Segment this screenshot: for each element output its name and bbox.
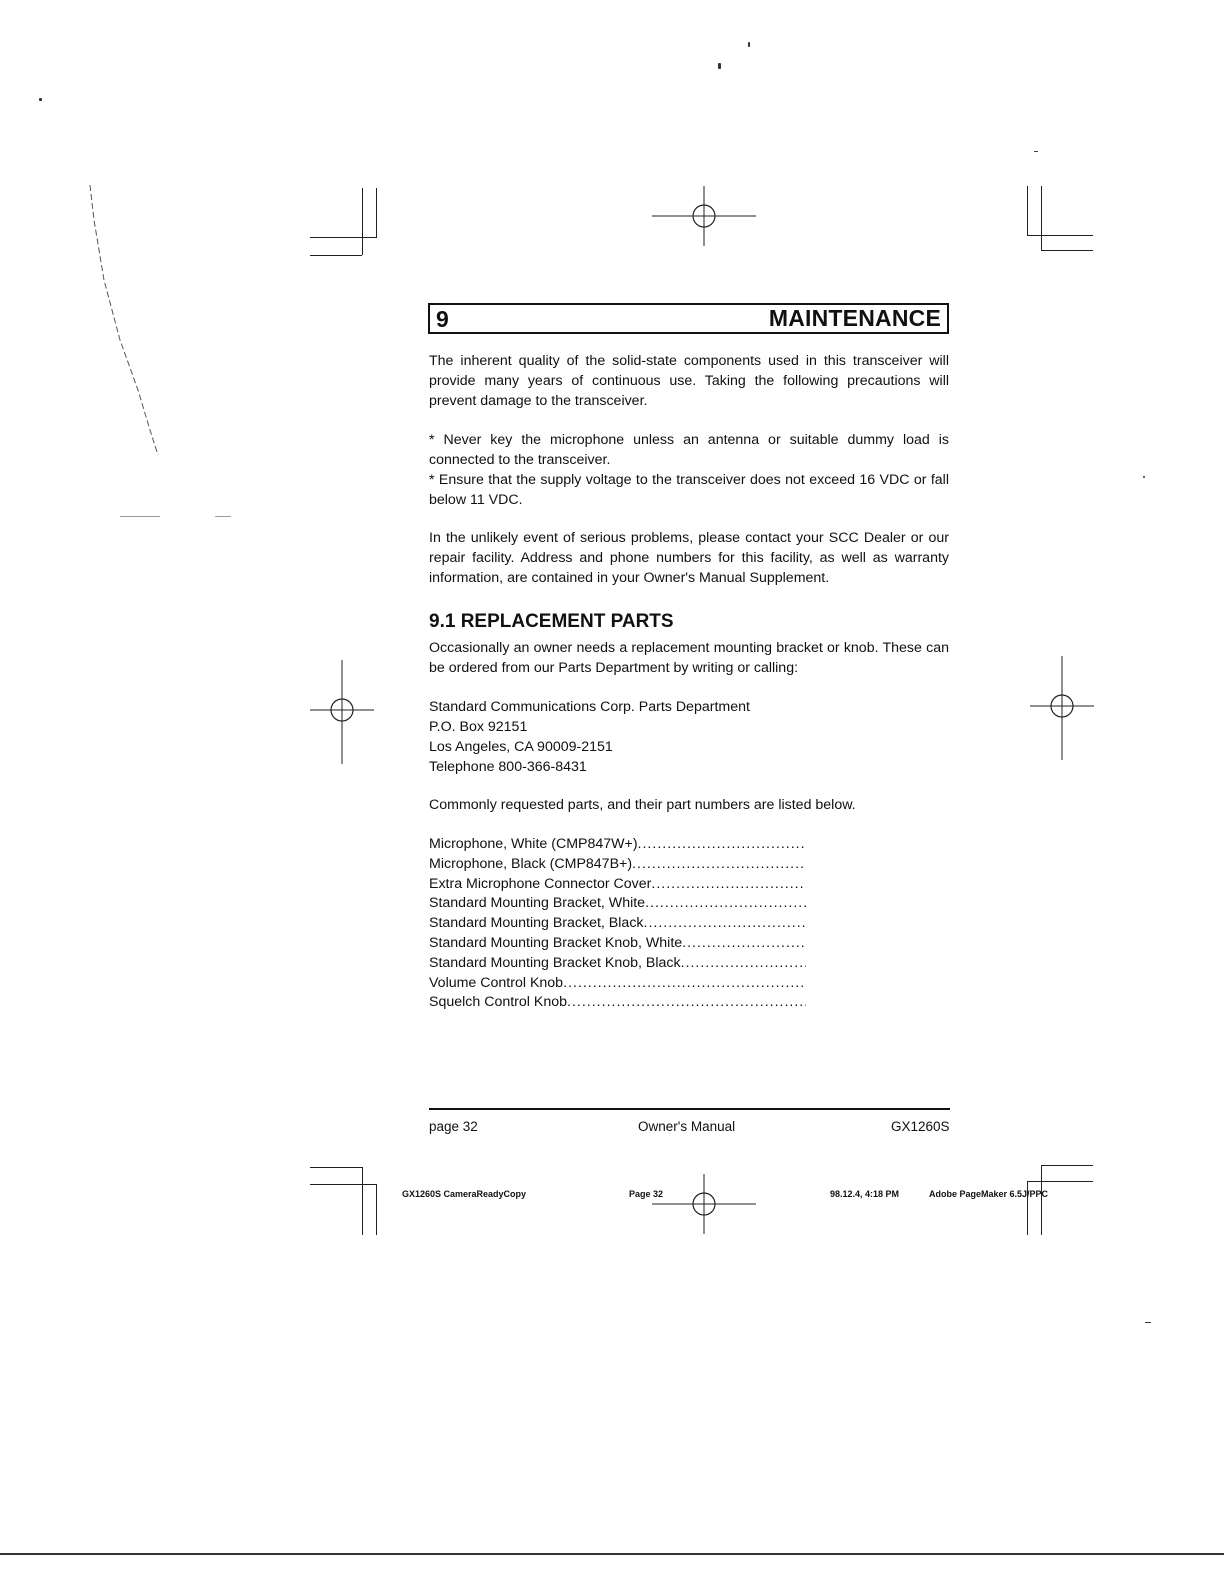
part-name: Standard Mounting Bracket Knob, White bbox=[429, 934, 683, 951]
leader-dots bbox=[644, 914, 806, 934]
precautions-list bbox=[429, 430, 949, 510]
intro-paragraph bbox=[429, 351, 949, 411]
crop-mark bbox=[1041, 1165, 1093, 1166]
crop-mark bbox=[362, 188, 363, 255]
replacement-intro bbox=[429, 638, 949, 678]
parts-list-intro bbox=[429, 795, 949, 815]
section-title: MAINTENANCE bbox=[768, 305, 941, 331]
crop-mark bbox=[310, 1184, 376, 1185]
parts-department-address bbox=[429, 697, 750, 777]
part-item bbox=[429, 934, 806, 954]
leader-dots bbox=[638, 835, 806, 855]
crop-mark bbox=[1041, 1165, 1042, 1235]
registration-mark bbox=[310, 660, 374, 764]
address-line: Los Angeles, CA 90009-2151 bbox=[429, 739, 613, 755]
section-header bbox=[428, 303, 949, 334]
crop-mark bbox=[1027, 1181, 1093, 1182]
scan-edge-line bbox=[0, 1553, 1224, 1555]
part-item bbox=[429, 954, 806, 974]
parts-list-intro-text: Commonly requested parts, and their part numbers are listed below. bbox=[429, 797, 856, 813]
part-name: Standard Mounting Bracket, White bbox=[429, 895, 646, 912]
leader-dots bbox=[682, 934, 806, 954]
slug-application: Adobe PageMaker 6.5J/PPC bbox=[929, 1189, 1049, 1199]
service-text: In the unlikely event of serious problems, please contact your SCC Dealer or our repair facility. Address and phone numbers for this facility, as well as warranty information, are contained in your Owner's Manual Supplement. bbox=[429, 530, 949, 586]
part-item bbox=[429, 855, 806, 875]
part-name: Extra Microphone Connector Cover bbox=[429, 875, 652, 892]
scan-speck bbox=[1145, 1322, 1151, 1323]
crop-mark bbox=[310, 255, 362, 256]
part-name: Standard Mounting Bracket Knob, Black bbox=[429, 954, 681, 971]
part-name: Microphone, Black (CMP847B+) bbox=[429, 855, 633, 872]
leader-dots bbox=[651, 875, 806, 895]
registration-mark bbox=[652, 186, 756, 246]
replacement-intro-text: Occasionally an owner needs a replacement mounting bracket or knob. These can be ordered from our Parts Department by writing or calling: bbox=[429, 640, 949, 676]
crop-mark bbox=[362, 1167, 363, 1235]
registration-mark bbox=[652, 1174, 756, 1234]
part-item bbox=[429, 914, 806, 934]
slug-filename: GX1260S CameraReadyCopy bbox=[402, 1189, 527, 1199]
telephone-line: Telephone 800-366-8431 bbox=[429, 759, 587, 775]
scan-speck bbox=[120, 516, 160, 517]
part-name: Volume Control Knob bbox=[429, 974, 564, 991]
precaution-item: * Ensure that the supply voltage to the transceiver does not exceed 16 VDC or fall below 11 VDC. bbox=[429, 472, 949, 508]
crop-mark bbox=[1041, 186, 1042, 250]
scan-speck bbox=[215, 516, 231, 517]
registration-mark bbox=[1030, 656, 1094, 760]
scan-speck bbox=[39, 98, 42, 101]
part-name: Standard Mounting Bracket, Black bbox=[429, 915, 644, 932]
crop-mark bbox=[376, 188, 377, 238]
crop-mark bbox=[1027, 186, 1028, 235]
part-item bbox=[429, 894, 806, 914]
leader-dots bbox=[645, 894, 806, 914]
scan-artifact bbox=[80, 180, 180, 470]
parts-list bbox=[429, 835, 806, 1013]
crop-mark bbox=[1027, 235, 1093, 236]
part-item bbox=[429, 875, 806, 895]
part-name: Squelch Control Knob bbox=[429, 994, 568, 1011]
leader-dots bbox=[567, 993, 806, 1013]
slug-page: Page 32 bbox=[629, 1189, 664, 1199]
scan-speck bbox=[1143, 476, 1145, 478]
leader-dots bbox=[681, 954, 806, 974]
section-number: 9 bbox=[436, 306, 449, 332]
footer-manual-title: Owner's Manual bbox=[638, 1119, 736, 1134]
footer-rule bbox=[429, 1108, 950, 1110]
intro-text: The inherent quality of the solid-state components used in this transceiver will provide many years of continuous use. Taking the following precautions will prevent damage to the transceiver. bbox=[429, 353, 949, 409]
scan-speck bbox=[718, 63, 721, 69]
service-paragraph bbox=[429, 528, 949, 588]
crop-mark bbox=[310, 1167, 362, 1168]
precaution-item: * Never key the microphone unless an antenna or suitable dummy load is connected to the transceiver. bbox=[429, 432, 949, 468]
slug-timestamp: 98.12.4, 4:18 PM bbox=[830, 1189, 900, 1199]
footer-model: GX1260S bbox=[891, 1119, 950, 1134]
crop-mark bbox=[310, 237, 376, 238]
part-name: Microphone, White (CMP847W+) bbox=[429, 836, 638, 852]
address-line: Standard Communications Corp. Parts Department bbox=[429, 699, 750, 715]
scan-speck bbox=[748, 42, 750, 47]
leader-dots bbox=[632, 855, 806, 875]
scan-speck bbox=[1034, 151, 1038, 152]
part-item bbox=[429, 974, 806, 994]
subsection-heading: 9.1 REPLACEMENT PARTS bbox=[429, 611, 674, 632]
part-item bbox=[429, 835, 806, 855]
crop-mark bbox=[376, 1184, 377, 1235]
address-line: P.O. Box 92151 bbox=[429, 719, 528, 735]
footer-page-number: page 32 bbox=[429, 1119, 478, 1134]
crop-mark bbox=[1041, 250, 1093, 251]
part-item bbox=[429, 993, 806, 1013]
leader-dots bbox=[563, 974, 806, 994]
